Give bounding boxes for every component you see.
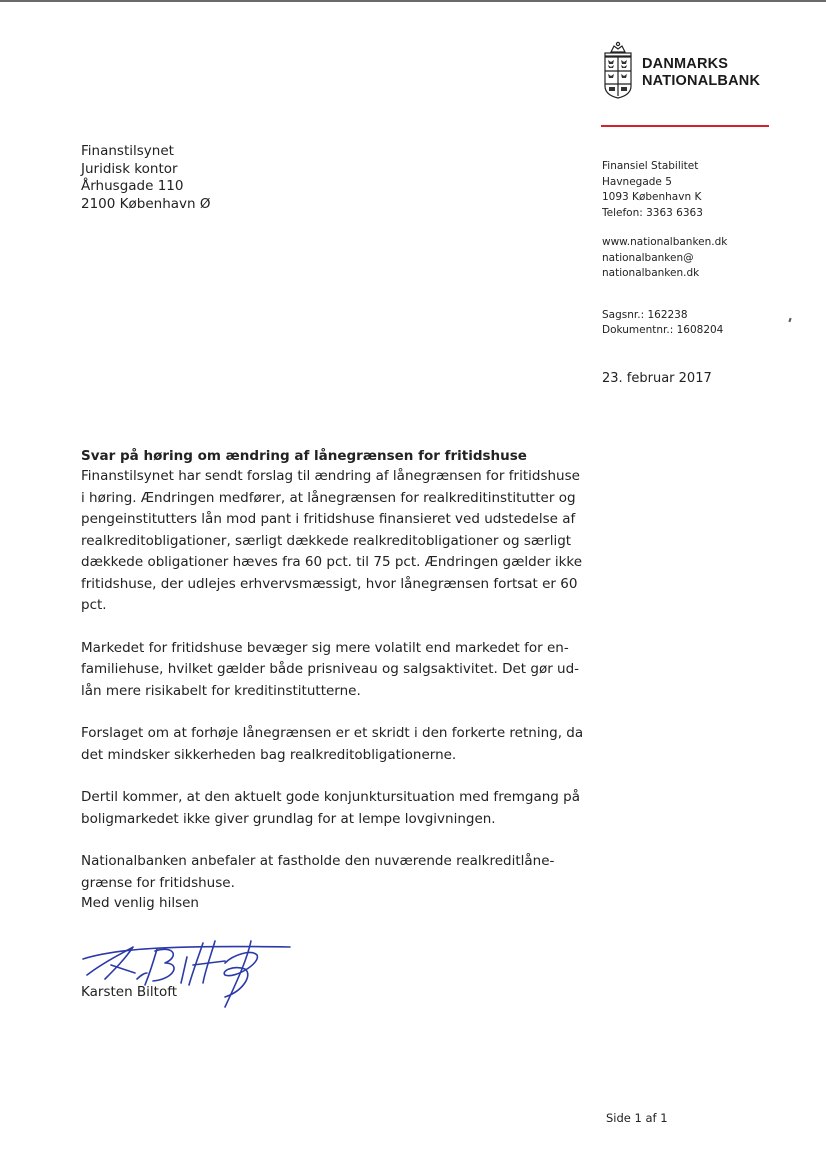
sender-address xyxy=(602,159,727,221)
recipient-line: Århusgade 110 xyxy=(81,178,184,194)
accent-rule xyxy=(601,125,769,127)
website-link: www.nationalbanken.dk xyxy=(602,236,728,248)
paragraph: Dertil kommer, at den aktuelt gode konjunktursituation med fremgang på boligmarkedet ikke giver grundlag for at lempe lovgivningen. xyxy=(81,789,580,827)
closing: Med venlig hilsen xyxy=(81,895,199,911)
recipient-address xyxy=(81,143,210,213)
bank-logo xyxy=(600,40,780,102)
paragraph: Finanstilsynet har sendt forslag til ændring af lånegrænsen for fritidshuse i høring. Ændringen medfører, at lånegrænsen for realkreditinstitutter og pengeinstitutters lån mod pant i fritidshuse finansieret ved udstedelse af realkreditobligationer, særligt dækkede realkreditobligationer og særligt dækkede obligationer hæves fra 60 pct. til 75 pct. Ændringen gælder ikke fritidshuse, der udlejes erhvervsmæssigt, hvor lånegrænsen fortsat er 60 pct. xyxy=(81,468,583,613)
letter-date: 23. februar 2017 xyxy=(602,371,712,386)
recipient-line: Juridisk kontor xyxy=(81,160,178,177)
bank-name xyxy=(642,56,760,90)
sender-line: Havnegade 5 xyxy=(602,175,672,188)
recipient-line: 2100 København Ø xyxy=(81,195,211,212)
bank-name-line2: NATIONALBANK xyxy=(642,73,761,89)
royal-crest-icon xyxy=(600,40,636,100)
page-number: Side 1 af 1 xyxy=(606,1111,668,1125)
case-number: Sagsnr.: 162238 xyxy=(602,308,688,321)
sender-web xyxy=(602,235,727,282)
signer-name: Karsten Biltoft xyxy=(81,984,178,1000)
case-numbers xyxy=(602,308,727,339)
letter-body xyxy=(81,447,586,915)
paragraph: Forslaget om at forhøje lånegrænsen er et skridt i den forkerte retning, da det mindsker sikkerheden bag realkreditobligationerne. xyxy=(81,725,584,763)
top-rule xyxy=(0,0,826,2)
email-line: nationalbanken@ xyxy=(602,251,694,264)
paragraph: Markedet for fritidshuse bevæger sig mere volatilt end markedet for en-familiehuse, hvilket gælder både prisniveau og salgsaktivitet. Det gør ud-lån mere risikabelt for kreditinstitutterne. xyxy=(81,639,580,699)
document-number: Dokumentnr.: 1608204 xyxy=(602,324,724,336)
bank-name-line1: DANMARKS xyxy=(642,56,729,72)
scan-speck xyxy=(788,318,791,322)
sender-line: Telefon: 3363 6363 xyxy=(602,206,703,219)
paragraph: Nationalbanken anbefaler at fastholde den nuværende realkreditlåne-grænse for fritidshuse. xyxy=(81,853,555,891)
sender-line: Finansiel Stabilitet xyxy=(602,160,699,172)
email-line: nationalbanken.dk xyxy=(602,267,700,279)
handwritten-signature xyxy=(75,935,295,1015)
sender-info xyxy=(602,159,727,339)
letter-subject: Svar på høring om ændring af lånegrænsen for fritidshuse xyxy=(81,448,527,464)
sender-line: 1093 København K xyxy=(602,191,702,203)
recipient-line: Finanstilsynet xyxy=(81,143,174,159)
